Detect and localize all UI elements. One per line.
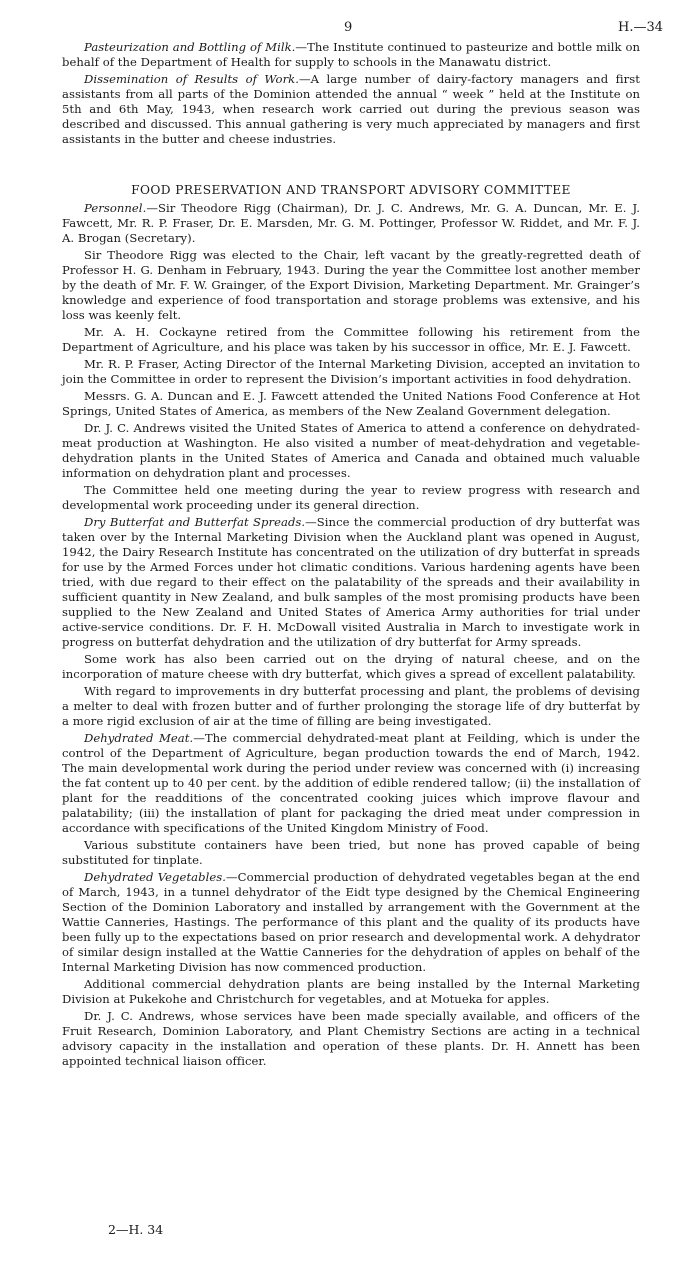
run-in-heading: Personnel.	[84, 201, 147, 215]
footer-signature: 2—H. 34	[108, 1222, 164, 1237]
paragraph	[62, 483, 640, 513]
page-number: 9	[344, 20, 353, 35]
paragraph	[62, 977, 640, 1007]
paragraph-text: —A large number of dairy-factory managers and first assistants from all parts of the Dominion attended the annual “ week ” held at the Institute on 5th and 6th May, 1943, when research work carried out during the previous season was described and discussed. This annual gathering is very much appreciated by managers and first assistants in the butter and cheese industries.	[62, 72, 640, 146]
paragraph	[62, 248, 640, 323]
paragraph	[62, 1009, 640, 1069]
document-reference: H.—34	[618, 20, 664, 35]
paragraph-text: Some work has also been carried out on the drying of natural cheese, and on the incorporation of mature cheese with dry butterfat, which gives a spread of excellent palatability.	[62, 652, 640, 681]
paragraph	[62, 325, 640, 355]
paragraph	[62, 421, 640, 481]
paragraph-personnel	[62, 201, 640, 246]
paragraph-text: The Committee held one meeting during the year to review progress with research and developmental work proceeding under its general direction.	[62, 483, 640, 512]
paragraph-text: Sir Theodore Rigg was elected to the Chair, left vacant by the greatly-regretted death of Professor H. G. Denham in February, 1943. During the year the Committee lost another member by the death of Mr. F. W. Grainger, of the Export Division, Marketing Department. Mr. Grainger’s knowledge and experience of food transportation and storage problems was extensive, and his loss was keenly felt.	[62, 248, 640, 322]
paragraph-text: Various substitute containers have been tried, but none has proved capable of being substituted for tinplate.	[62, 838, 640, 867]
paragraph	[62, 652, 640, 682]
run-in-heading: Dehydrated Meat.	[84, 731, 194, 745]
run-in-heading: Pasteurization and Bottling of Milk.	[84, 40, 296, 54]
paragraph	[62, 389, 640, 419]
paragraph	[62, 838, 640, 868]
paragraph-text: Additional commercial dehydration plants are being installed by the Internal Marketing Division at Pukekohe and Christchurch for vegetables, and at Motueka for apples.	[62, 977, 640, 1006]
paragraph	[62, 684, 640, 729]
paragraph-text: With regard to improvements in dry butterfat processing and plant, the problems of devising a melter to deal with frozen butter and of further prolonging the storage life of dry butterfat by a more rigid exclusion of air at the time of filling are being investigated.	[62, 684, 640, 728]
section-heading: FOOD PRESERVATION AND TRANSPORT ADVISORY COMMITTEE	[131, 183, 571, 197]
paragraph	[62, 357, 640, 387]
paragraph-text: —Commercial production of dehydrated vegetables began at the end of March, 1943, in a tunnel dehydrator of the Eidt type designed by the Chemical Engineering Section of the Dominion Laboratory and installed by arrangement with the Government at the Wattie Canneries, Hastings. The performance of this plant and the quality of its products have been fully up to the expectations based on prior research and developmental work. A dehydrator of similar design installed at the Wattie Canneries for the dehydration of apples on behalf of the Internal Marketing Division has now commenced production.	[62, 870, 640, 974]
paragraph-dehydrated-meat	[62, 731, 640, 836]
paragraph-pasteurization	[62, 40, 640, 70]
paragraph-text: Dr. J. C. Andrews, whose services have been made specially available, and officers of the Fruit Research, Dominion Laboratory, and Plant Chemistry Sections are acting in a technical advisory capacity in the installation and operation of these plants. Dr. H. Annett has been appointed technical liaison officer.	[62, 1009, 640, 1068]
paragraph-text: —The commercial dehydrated-meat plant at Feilding, which is under the control of the Department of Agriculture, began production towards the end of March, 1942. The main developmental work during the period under review was concerned with (i) increasing the fat content up to 40 per cent. by the addition of edible rendered tallow; (ii) the installation of plant for the readditions of the concentrated cooking juices which improve flavour and palatability; (iii) the installation of plant for packaging the dried meat under compression in accordance with specifications of the United Kingdom Ministry of Food.	[62, 731, 640, 835]
paragraph-text: —The Institute continued to pasteurize and bottle milk on behalf of the Department of Health for supply to schools in the Manawatu district.	[62, 40, 640, 69]
paragraph-dehydrated-vegetables	[62, 870, 640, 975]
run-in-heading: Dry Butterfat and Butterfat Spreads.	[84, 515, 306, 529]
paragraph-text: Mr. R. P. Fraser, Acting Director of the Internal Marketing Division, accepted an invitation to join the Committee in order to represent the Division’s important activities in food dehydration.	[62, 357, 640, 386]
paragraph-text: —Since the commercial production of dry butterfat was taken over by the Internal Marketing Division when the Auckland plant was opened in August, 1942, the Dairy Research Institute has concentrated on the utilization of dry butterfat in spreads for use by the Armed Forces under hot climatic conditions. Various hardening agents have been tried, with due regard to their effect on the palatability of the spreads and their availability in sufficient quantity in New Zealand, and bulk samples of the most promising products have been supplied to the New Zealand and United States of America Army authorities for trial under active-service conditions. Dr. F. H. McDowall visited Australia in March to investigate work in progress on butterfat dehydration and the utilization of dry butterfat for Army spreads.	[62, 515, 640, 649]
document-body	[62, 40, 640, 1071]
paragraph-text: Mr. A. H. Cockayne retired from the Committee following his retirement from the Department of Agriculture, and his place was taken by his successor in office, Mr. E. J. Fawcett.	[62, 325, 640, 354]
paragraph-text: Dr. J. C. Andrews visited the United States of America to attend a conference on dehydrated-meat production at Washington. He also visited a number of meat-dehydration and vegetable-dehydration plants in the United States of America and Canada and obtained much valuable information on dehydration plant and processes.	[62, 421, 640, 480]
paragraph-text: —Sir Theodore Rigg (Chairman), Dr. J. C. Andrews, Mr. G. A. Duncan, Mr. E. J. Fawcett, Mr. R. P. Fraser, Dr. E. Marsden, Mr. G. M. Pottinger, Professor W. Riddet, and Mr. F. J. A. Brogan (Secretary).	[62, 201, 640, 245]
run-in-heading: Dissemination of Results of Work.	[84, 72, 299, 86]
run-in-heading: Dehydrated Vegetables.	[84, 870, 226, 884]
paragraph-text: Messrs. G. A. Duncan and E. J. Fawcett attended the United Nations Food Conference at Hot Springs, United States of America, as members of the New Zealand Government delegation.	[62, 389, 640, 418]
paragraph-dry-butterfat	[62, 515, 640, 650]
paragraph-dissemination	[62, 72, 640, 147]
